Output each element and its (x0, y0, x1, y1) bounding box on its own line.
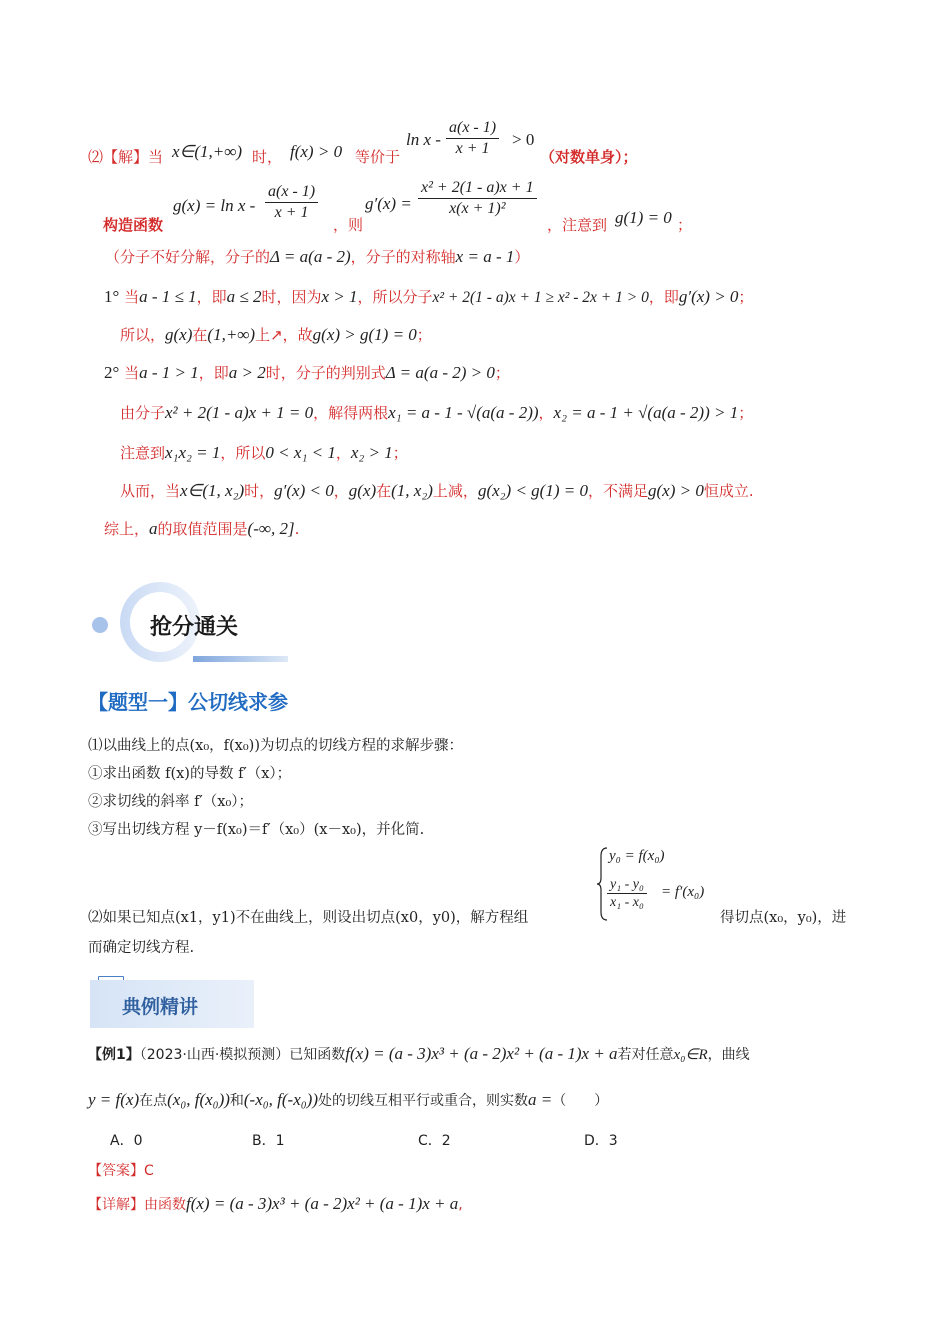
fraction: $\frac{a(x - 1)}{x + 1}$ (446, 118, 499, 159)
math-expr: g(x) > 0 (648, 481, 704, 500)
text: 综上， (104, 520, 150, 538)
banner-dianli (90, 974, 254, 1030)
text: ，即 (196, 288, 227, 306)
text: ，所以分子 (357, 288, 433, 306)
banner-qiangfen (88, 580, 298, 670)
section-heading: 【题型一】公切线求参 (88, 690, 288, 714)
system-eq-2-rhs: = f′(x₀) (661, 884, 705, 900)
text: ； (677, 216, 693, 234)
text: ，即 (648, 288, 679, 306)
math-expr: g′(x) < 0 (274, 481, 334, 500)
fraction: $\frac{a(x - 1)}{x + 1}$ (265, 182, 318, 223)
text: 等价于 (355, 148, 401, 166)
conclusion (104, 518, 299, 539)
math-expr: g(x) = ln x - (173, 196, 256, 215)
math-expr: 0 < x₁ < 1 (265, 443, 336, 462)
math-expr: g′(x) > 0 (678, 287, 739, 306)
text: ，则 (333, 216, 364, 234)
text: 的取值范围是 (157, 520, 248, 538)
text: （ ） (552, 1093, 609, 1109)
math-expr: x₁ = a - 1 - √(a(a - 2)) (388, 403, 539, 422)
answer-line (88, 1160, 154, 1180)
math-expr: g(x) (165, 325, 193, 344)
math-expr: x∈(1, x₂) (180, 481, 245, 500)
text: . (294, 520, 300, 538)
text: , (458, 1197, 463, 1213)
case-2 (104, 362, 510, 383)
solution-tag: ⑵【解】当 (88, 148, 164, 166)
math-expr: x₂ > 1 (350, 443, 393, 462)
detail-tag: 【详解】 (88, 1197, 144, 1213)
method-step-3: ③写出切线方程 y－f(x₀)＝f′（x₀）(x－x₀)，并化简. (88, 822, 425, 838)
text: （2023·山西·模拟预测）已知函数 (139, 1047, 346, 1063)
math-expr: a - 1 ≤ 1 (139, 287, 197, 306)
math-expr: f(x) = (a - 3)x³ + (a - 2)x² + (a - 1)x + a (345, 1044, 618, 1063)
text: 由分子 (120, 404, 166, 422)
option-a[interactable]: A．0 (110, 1133, 143, 1149)
case-2-result (120, 480, 754, 501)
equation-system (597, 846, 722, 922)
math-expr: x² + 2(1 - a)x + 1 ≥ x² - 2x + 1 > 0 (432, 289, 649, 306)
detail-line (88, 1194, 463, 1214)
system-eq-1: y₀ = f(x₀) (609, 848, 665, 864)
math-expr: a - 1 > 1 (139, 363, 199, 382)
system-eq-2-fraction: $\frac{\text{y₁ - y₀}}{\text{x₁ - x₀}}$ (607, 876, 647, 911)
text: ，分子的对称轴 (350, 248, 456, 266)
option-c[interactable]: C．2 (418, 1133, 451, 1149)
math-expr: (-x₀, f(-x₀)) (243, 1090, 318, 1109)
math-expr: f(x) > 0 (290, 142, 343, 161)
banner-title: 典例精讲 (122, 996, 199, 1018)
text: 时， (244, 482, 275, 500)
case-2-product (120, 442, 408, 463)
text: 由函数 (144, 1197, 186, 1213)
math-expr: f(x) = (a - 3)x³ + (a - 2)x² + (a - 1)x + a (186, 1194, 459, 1213)
method-step-4-cont: 得切点(x₀，y₀)，进 (720, 910, 847, 926)
text: ， (538, 404, 554, 422)
text: ； (738, 288, 754, 306)
text: 所以， (120, 326, 166, 344)
text: （分子不好分解，分子的 (105, 248, 271, 266)
solution-line-3 (105, 246, 529, 267)
option-b[interactable]: B．1 (252, 1133, 285, 1149)
case-2-roots (120, 402, 753, 423)
math-expr: g(x) > g(1) = 0 (312, 325, 417, 344)
text: 若对任意 (617, 1047, 674, 1063)
text: ， (335, 444, 351, 462)
text: 从而，当 (120, 482, 181, 500)
note: （对数单身）； (540, 148, 638, 166)
math-expr: g′(x) = (365, 194, 412, 213)
text: ） (514, 248, 530, 266)
math-expr: x² + 2(1 - a)x + 1 = 0 (165, 403, 314, 422)
math-expr: g(1) = 0 (615, 208, 672, 227)
answer-value: C (144, 1163, 154, 1179)
banner-title: 抢分通关 (150, 615, 239, 640)
text: 在点 (139, 1093, 168, 1109)
text: 在 (192, 326, 208, 344)
math-expr: x = a - 1 (455, 247, 515, 266)
label: 构造函数 (103, 216, 164, 234)
option-d[interactable]: D．3 (584, 1133, 618, 1149)
text: 时，因为 (261, 288, 322, 306)
method-step-1: ①求出函数 f(x)的导数 f′（x）； (88, 766, 292, 782)
text: ，即 (198, 364, 229, 382)
math-expr: a > 2 (228, 363, 266, 382)
text: ，注意到 (547, 216, 608, 234)
text: 和 (229, 1093, 244, 1109)
example-line-2 (88, 1090, 608, 1110)
case-index: 1° (104, 287, 120, 306)
math-expr: g(x₂) < g(1) = 0 (477, 481, 588, 500)
text: ，曲线 (707, 1047, 750, 1063)
text: 当 (124, 364, 140, 382)
text: ，解得两根 (313, 404, 389, 422)
math-expr: Δ = a(a - 2) > 0 (385, 363, 495, 382)
text: ， (333, 482, 349, 500)
math-expr: (x₀, f(x₀)) (167, 1090, 230, 1109)
text: 在 (376, 482, 392, 500)
method-step-4: ⑵如果已知点(x1，y1)不在曲线上，则设出切点(x0，y0)，解方程组 (88, 910, 529, 926)
math-expr: (-∞, 2] (247, 519, 295, 538)
case-1 (104, 286, 753, 307)
math-expr: x₀∈R (673, 1047, 708, 1063)
text: ； (416, 326, 432, 344)
math-expr: (1,+∞) (207, 325, 256, 344)
text: 时，分子的判别式 (265, 364, 386, 382)
math-expr: a (149, 519, 158, 538)
text: ； (738, 404, 754, 422)
case-1-conclusion (120, 324, 432, 345)
math-expr: y = f(x) (88, 1090, 140, 1109)
math-expr: x∈(1,+∞) (172, 142, 243, 161)
math-expr: ln x - (406, 130, 441, 149)
math-expr: x₂ = a - 1 + √(a(a - 2)) > 1 (553, 403, 739, 422)
example-line-1 (88, 1044, 750, 1064)
math-expr: a ≤ 2 (226, 287, 262, 306)
math-expr: x > 1 (321, 287, 358, 306)
math-expr: Δ = a(a - 2) (270, 247, 351, 266)
text: ； (494, 364, 510, 382)
text: 时， (252, 148, 283, 166)
math-expr: > 0 (512, 130, 535, 149)
text: 上减， (432, 482, 478, 500)
text: 处的切线互相平行或重合，则实数 (318, 1093, 528, 1109)
math-expr: g(x) (348, 481, 377, 500)
math-expr: (1, x₂) (391, 481, 433, 500)
answer-tag: 【答案】 (88, 1163, 144, 1179)
fraction: $\frac{\text{x² + 2(1 - a)x + 1}}{\text{x(x + 1)²}}$ (418, 178, 537, 219)
text: ； (392, 444, 408, 462)
text: 当 (124, 288, 140, 306)
text: ，不满足 (587, 482, 648, 500)
math-expr: a = (528, 1090, 553, 1109)
case-index: 2° (104, 363, 120, 382)
math-expr: x₁x₂ = 1 (165, 443, 221, 462)
example-tag: 【例1】 (88, 1047, 140, 1063)
text: ，所以 (220, 444, 266, 462)
text: 恒成立. (703, 482, 754, 500)
text: 注意到 (120, 444, 166, 462)
method-step-4-end: 而确定切线方程. (88, 940, 195, 956)
method-step-intro: ⑴以曲线上的点(x₀，f(x₀))为切点的切线方程的求解步骤： (88, 738, 463, 754)
text: 上↗，故 (255, 326, 313, 344)
method-step-2: ②求切线的斜率 f′（x₀）； (88, 794, 254, 810)
